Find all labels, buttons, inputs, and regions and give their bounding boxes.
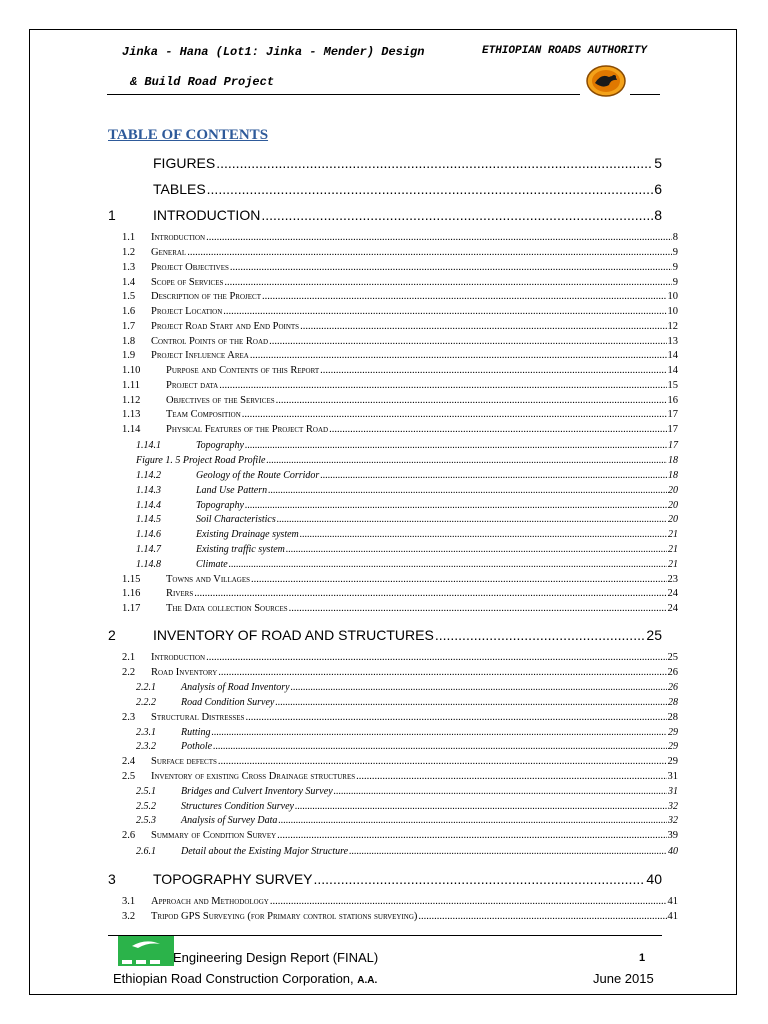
toc-entry-title: Project data [166,380,219,391]
toc-entry-number: 1.14.2 [136,470,161,481]
toc-entry-page: 20 [668,485,678,496]
toc-entry-title: Existing traffic system [196,544,285,555]
toc-entry-title: Road Inventory [151,667,218,678]
toc-entry-title: The Data collection Sources [166,603,288,614]
toc-entry-title: Project Road Start and End Points [151,321,300,332]
toc-leader-dots [213,741,667,752]
toc-entry-number: 1.14.1 [136,440,161,451]
toc-entry-row[interactable] [122,896,678,910]
toc-entry-number: 2 [108,627,116,643]
toc-leader-dots [320,365,666,376]
toc-entry-row[interactable] [122,365,678,379]
toc-leader-dots [278,815,667,826]
toc-leader-dots [242,409,667,420]
toc-entry-title: Approach and Methodology [151,896,269,907]
toc-entry-row[interactable] [122,667,678,681]
ercc-logo-icon [118,936,174,966]
toc-leader-dots [300,321,666,332]
toc-entry-number: 1.14.4 [136,500,161,511]
toc-entry-title: Detail about the Existing Major Structure [181,846,349,857]
toc-leader-dots [206,232,672,243]
toc-leader-dots [349,846,667,857]
footer-rule [108,935,662,936]
toc-entry-row[interactable] [122,262,678,276]
toc-chapter-row[interactable] [108,155,662,175]
toc-leader-dots [187,247,672,258]
toc-entry-page: 26 [668,682,678,693]
toc-entry-title: Control Points of the Road [151,336,269,347]
toc-entry-row[interactable] [136,500,678,514]
toc-entry-title: Road Condition Survey [181,697,275,708]
toc-entry-title: FIGURES [153,155,216,171]
toc-leader-dots [229,559,667,570]
toc-entry-number: 1.14.6 [136,529,161,540]
toc-entry-page: 17 [668,440,678,451]
toc-leader-dots [216,155,653,171]
toc-entry-page: 21 [668,544,678,555]
toc-entry-title: Surface defects [151,756,217,767]
toc-entry-row[interactable] [122,771,678,785]
toc-entry-row[interactable] [122,291,678,305]
toc-entry-title: Tripod GPS Surveying (for Primary control stations surveying) [151,911,418,922]
toc-entry-row[interactable] [136,801,678,815]
toc-entry-number: 1.15 [122,574,141,585]
toc-entry-number: 1.13 [122,409,141,420]
toc-entry-row[interactable] [122,336,678,350]
toc-leader-dots [250,350,667,361]
toc-entry-title: Objectives of the Services [166,395,275,406]
toc-leader-dots [270,896,667,907]
toc-entry-number: 3 [108,871,116,887]
toc-entry-row[interactable] [136,514,678,528]
toc-entry-page: 40 [668,846,678,857]
toc-entry-page: 10 [667,291,678,302]
toc-entry-page: 21 [668,559,678,570]
toc-entry-title: INVENTORY OF ROAD AND STRUCTURES [153,627,434,643]
toc-entry-number: 1.3 [122,262,136,273]
toc-entry-title: Project Location [151,306,223,317]
toc-entry-title: Inventory of existing Cross Drainage structures [151,771,356,782]
toc-entry-number: 1.14.3 [136,485,161,496]
toc-entry-page: 31 [668,786,678,797]
toc-entry-number: 2.2.1 [136,682,156,693]
toc-entry-number: 1.14 [122,424,141,435]
toc-entry-number: 2.3.2 [136,741,156,752]
toc-leader-dots [218,756,667,767]
toc-entry-page: 18 [668,455,678,466]
toc-entry-title: Project Influence Area [151,350,249,361]
toc-entry-title: Team Composition [166,409,241,420]
toc-entry-row[interactable] [136,846,678,860]
toc-entry-row[interactable] [122,409,678,423]
toc-entry-number: 1.5 [122,291,136,302]
era-logo-icon [583,63,629,99]
toc-entry-row[interactable] [122,247,678,261]
toc-leader-dots [218,667,666,678]
toc-entry-page: 15 [667,380,678,391]
toc-entry-row[interactable] [122,830,678,844]
toc-entry-page: 39 [667,830,678,841]
toc-leader-dots [320,470,667,481]
toc-entry-page: 8 [654,207,662,223]
toc-entry-row[interactable] [122,395,678,409]
toc-leader-dots [277,514,667,525]
toc-entry-page: 32 [668,815,678,826]
header-authority: ETHIOPIAN ROADS AUTHORITY [482,45,648,57]
toc-entry-number: 1.1 [122,232,136,243]
toc-entry-row[interactable] [122,756,678,770]
toc-entry-row[interactable] [136,741,678,755]
toc-entry-row[interactable] [122,424,678,438]
toc-entry-page: 20 [668,514,678,525]
toc-leader-dots [211,727,667,738]
toc-entry-title: Introduction [151,232,206,243]
footer-date: June 2015 [593,971,654,986]
toc-leader-dots [356,771,666,782]
toc-entry-number: 2.4 [122,756,136,767]
toc-entry-row[interactable] [136,544,678,558]
header-project-subtitle: & Build Road Project [130,75,275,89]
toc-entry-number: 1.14.7 [136,544,161,555]
toc-entry-row[interactable] [136,682,678,696]
toc-leader-dots [286,544,667,555]
toc-entry-row[interactable] [122,321,678,335]
toc-entry-number: 2.3.1 [136,727,156,738]
toc-entry-row[interactable] [122,574,678,588]
toc-entry-number: 1 [108,207,116,223]
toc-leader-dots [300,529,667,540]
toc-entry-title: Topography [196,500,244,511]
toc-entry-number: 1.7 [122,321,136,332]
toc-entry-row[interactable] [136,440,678,454]
toc-entry-number: 2.3 [122,712,136,723]
toc-leader-dots [223,306,666,317]
toc-leader-dots [230,262,672,273]
toc-leader-dots [269,336,666,347]
toc-entry-title: Structural Distresses [151,712,245,723]
toc-entry-number: 3.1 [122,896,136,907]
toc-leader-dots [219,380,666,391]
toc-leader-dots [418,911,666,922]
toc-entry-page: 13 [667,336,678,347]
toc-chapter-row[interactable] [108,207,662,227]
toc-entry-row[interactable] [136,470,678,484]
toc-entry-page: 10 [667,306,678,317]
toc-entry-number: 1.9 [122,350,136,361]
toc-entry-number: 1.10 [122,365,141,376]
toc-entry-page: 24 [667,588,678,599]
toc-entry-row[interactable] [122,588,678,602]
toc-entry-row[interactable] [122,603,678,617]
toc-entry-number: 1.6 [122,306,136,317]
toc-leader-dots [289,603,667,614]
toc-entry-title: Purpose and Contents of this Report [166,365,320,376]
toc-entry-page: 41 [667,911,678,922]
toc-entry-title: General [151,247,187,258]
toc-leader-dots [329,424,666,435]
toc-entry-title: Analysis of Survey Data [181,815,278,826]
toc-chapter-row[interactable] [108,627,662,647]
toc-entry-page: 9 [672,277,678,288]
toc-chapter-row[interactable] [108,871,662,891]
toc-entry-title: Land Use Pattern [196,485,268,496]
toc-entry-number: 1.8 [122,336,136,347]
toc-entry-page: 25 [646,627,662,643]
toc-entry-page: 6 [654,181,662,197]
toc-entry-number: 1.12 [122,395,141,406]
header-rule-right [630,94,660,95]
toc-entry-title: TOPOGRAPHY SURVEY [153,871,313,887]
toc-entry-row[interactable] [136,727,678,741]
toc-entry-row[interactable] [136,559,678,573]
toc-entry-number: 1.2 [122,247,136,258]
toc-chapter-row[interactable] [108,181,662,201]
toc-entry-page: 14 [667,350,678,361]
toc-entry-title: Climate [196,559,228,570]
toc-entry-page: 29 [668,741,678,752]
header-rule [107,94,580,95]
toc-leader-dots [275,697,667,708]
toc-entry-page: 26 [667,667,678,678]
toc-entry-page: 29 [668,727,678,738]
toc-entry-row[interactable] [122,232,678,246]
toc-leader-dots [277,830,666,841]
toc-leader-dots [276,395,667,406]
toc-entry-page: 23 [667,574,678,585]
toc-entry-title: Figure 1. 5 Project Road Profile [136,455,266,466]
toc-entry-number: 1.14.5 [136,514,161,525]
toc-leader-dots [194,588,666,599]
toc-entry-title: Rivers [166,588,194,599]
toc-leader-dots [251,574,667,585]
toc-entry-page: 17 [667,424,678,435]
toc-leader-dots [206,652,666,663]
toc-entry-page: 25 [667,652,678,663]
toc-entry-page: 9 [672,247,678,258]
toc-entry-page: 32 [668,801,678,812]
toc-entry-number: 2.6.1 [136,846,156,857]
toc-leader-dots [334,786,667,797]
toc-title: TABLE OF CONTENTS [108,127,269,143]
toc-entry-number: 2.5.1 [136,786,156,797]
toc-leader-dots [262,291,667,302]
toc-entry-page: 31 [667,771,678,782]
toc-entry-title: Geology of the Route Corridor [196,470,320,481]
toc-leader-dots [268,485,667,496]
toc-entry-title: Scope of Services [151,277,224,288]
toc-entry-row[interactable] [122,911,678,925]
footer-company [113,971,377,986]
header-project-title: Jinka - Hana (Lot1: Jinka - Mender) Design [122,45,425,59]
toc-leader-dots [245,440,667,451]
toc-entry-page: 20 [668,500,678,511]
toc-entry-row[interactable] [122,652,678,666]
toc-entry-number: 2.2.2 [136,697,156,708]
toc-leader-dots [224,277,671,288]
toc-entry-row[interactable] [122,277,678,291]
toc-entry-number: 2.2 [122,667,136,678]
toc-entry-page: 21 [668,529,678,540]
toc-entry-title: Towns and Villages [166,574,250,585]
toc-entry-title: Structures Condition Survey [181,801,294,812]
toc-entry-number: 1.16 [122,588,141,599]
toc-entry-title: Project Objectives [151,262,229,273]
toc-entry-page: 28 [668,697,678,708]
toc-entry-row[interactable] [136,529,678,543]
toc-entry-title: Introduction [151,652,206,663]
toc-entry-title: Bridges and Culvert Inventory Survey [181,786,333,797]
toc-leader-dots [261,207,653,223]
toc-entry-page: 29 [667,756,678,767]
toc-entry-row[interactable] [122,712,678,726]
toc-entry-page: 40 [646,871,662,887]
toc-leader-dots [435,627,646,643]
toc-entry-title: Analysis of Road Inventory [181,682,290,693]
toc-entry-number: 2.5.3 [136,815,156,826]
toc-entry-title: Pothole [181,741,213,752]
toc-entry-page: 18 [668,470,678,481]
toc-entry-row[interactable] [136,815,678,829]
toc-leader-dots [266,455,667,466]
toc-entry-title: Description of the Project [151,291,261,302]
toc-entry-page: 24 [667,603,678,614]
toc-entry-row[interactable] [136,697,678,711]
footer-report-title: Engineering Design Report (FINAL) [173,950,379,965]
footer-page-number: 1 [639,952,646,964]
toc-entry-row[interactable] [122,306,678,320]
toc-entry-title: Existing Drainage system [196,529,299,540]
toc-entry-row[interactable] [122,380,678,394]
toc-entry-title: Soil Characteristics [196,514,276,525]
toc-entry-number: 2.1 [122,652,136,663]
toc-entry-title: Topography [196,440,244,451]
toc-entry-title: TABLES [153,181,206,197]
toc-entry-page: 14 [667,365,678,376]
toc-entry-page: 5 [654,155,662,171]
toc-leader-dots [291,682,667,693]
footer-company-name: Ethiopian Road Construction Corporation, [113,971,354,986]
toc-entry-page: 16 [667,395,678,406]
toc-entry-number: 3.2 [122,911,136,922]
toc-entry-number: 2.5.2 [136,801,156,812]
toc-leader-dots [245,712,666,723]
toc-leader-dots [295,801,667,812]
toc-entry-row[interactable] [136,786,678,800]
toc-entry-title: Rutting [181,727,211,738]
toc-entry-row[interactable] [136,485,678,499]
toc-entry-page: 9 [672,262,678,273]
toc-entry-number: 1.4 [122,277,136,288]
footer-company-suffix: A.A. [357,975,378,986]
toc-entry-page: 17 [667,409,678,420]
toc-entry-page: 28 [667,712,678,723]
toc-entry-number: 1.11 [122,380,140,391]
toc-entry-title: Summary of Condition Survey [151,830,277,841]
toc-entry-number: 2.6 [122,830,136,841]
toc-entry-page: 12 [667,321,678,332]
toc-leader-dots [245,500,667,511]
toc-leader-dots [207,181,654,197]
toc-entry-row[interactable] [136,455,678,469]
toc-entry-title: Physical Features of the Project Road [166,424,329,435]
toc-entry-title: INTRODUCTION [153,207,261,223]
toc-entry-number: 1.14.8 [136,559,161,570]
toc-leader-dots [314,871,646,887]
toc-entry-number: 2.5 [122,771,136,782]
toc-entry-page: 41 [667,896,678,907]
toc-entry-number: 1.17 [122,603,141,614]
toc-entry-row[interactable] [122,350,678,364]
toc-entry-page: 8 [672,232,678,243]
